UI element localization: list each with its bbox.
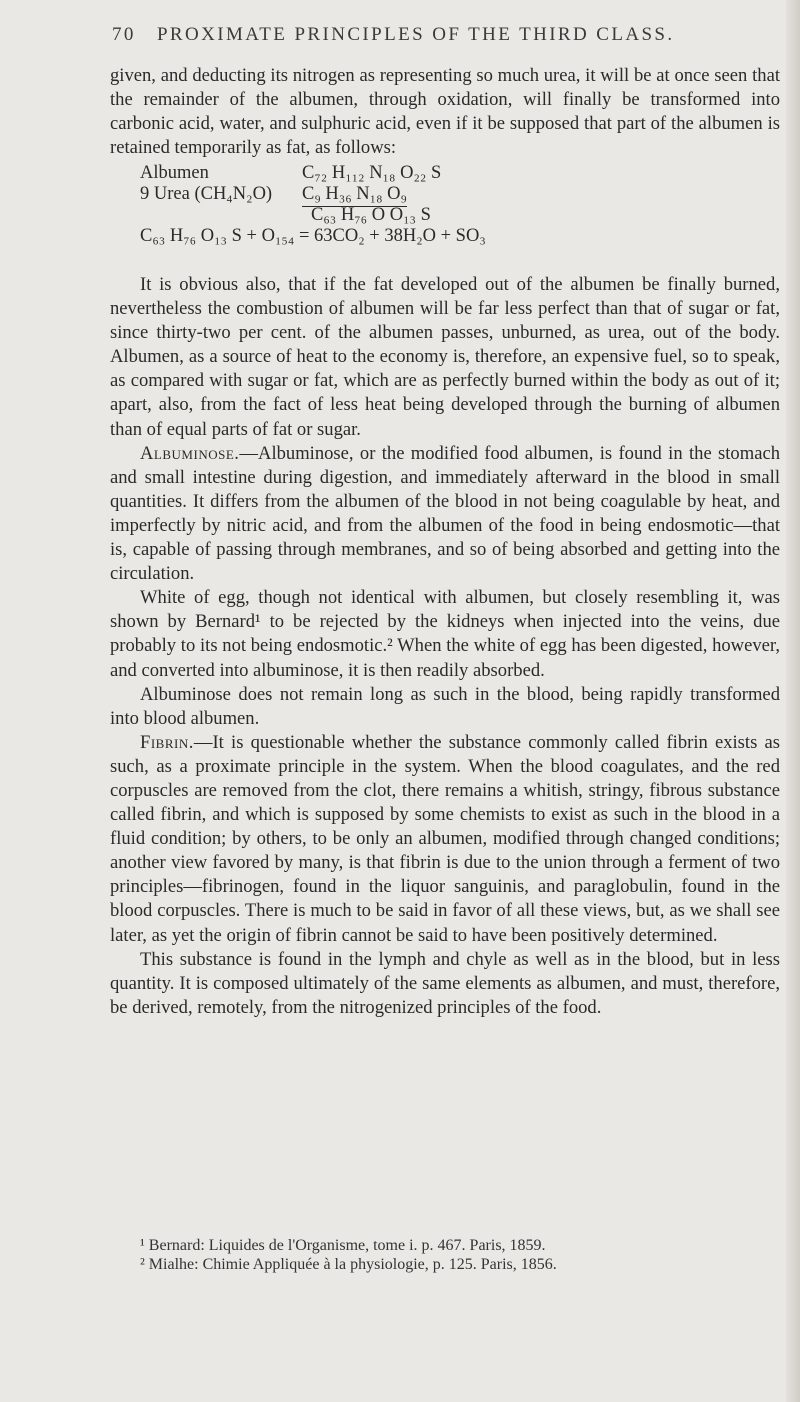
section-lead: Albuminose.	[140, 442, 240, 464]
paragraph	[110, 442, 780, 587]
paragraph	[110, 683, 780, 731]
page-edge-shadow	[786, 0, 800, 1402]
paragraph-text: —It is questionable whether the substance commonly called fibrin exists as such, as a proximate principle in the system. When the blood coagulates, and the red corpuscles are removed from the clot, there remains a whitish, stringy, fibrous substance called fibrin, and which is supposed by some chemists to exist as such in the blood in a fluid condition; by others, to be only an albumen, modified through changed conditions; another view favored by many, is that fibrin is due to the union through a ferment of two principles—fibrinogen, found in the liquor sanguinis, and paraglobulin, found in the blood corpuscles. There is much to be said in favor of all these views, but, as we shall see later, as yet the origin of fibrin cannot be said to have been positively determined.	[110, 731, 780, 946]
paragraph-text: White of egg, though not identical with albumen, but closely resembling it, was shown by Bernard¹ to be rejected by the kidneys when injected into the veins, due probably to its not being endosmotic.² When the white of egg has been digested, however, and converted into albuminose, it is then readily absorbed.	[110, 587, 780, 681]
equation-formula: C₆₃ H₇₆ O O₁₃ S	[311, 205, 431, 225]
paragraph-text: This substance is found in the lymph and chyle as well as in the blood, but in less quantity. It is composed ultimately of the same elements as albumen, and must, therefore, be derived, remotely, from the nitrogenized principles of the food.	[110, 948, 780, 1018]
equation-label: 9 Urea (CH₄N₂O)	[140, 184, 273, 204]
paragraph	[110, 948, 780, 1020]
running-title: PROXIMATE PRINCIPLES OF THE THIRD CLASS.	[156, 24, 675, 45]
paragraph	[110, 273, 780, 442]
paragraph	[110, 731, 780, 948]
footnote: ² Mialhe: Chimie Appliquée à la physiologie, p. 125. Paris, 1856.	[140, 1256, 557, 1273]
equation-formula: C₆₃ H₇₆ O₁₃ S + O₁₅₄ = 63CO₂ + 38H₂O + SO₃	[140, 226, 486, 246]
footnote: ¹ Bernard: Liquides de l'Organisme, tome i. p. 467. Paris, 1859.	[140, 1237, 546, 1254]
paragraph	[110, 586, 780, 682]
paragraph-text: Albuminose does not remain long as such in the blood, being rapidly transformed into blood albumen.	[110, 683, 780, 729]
footnotes	[140, 1236, 557, 1274]
intro-paragraph	[110, 64, 780, 160]
intro-text: given, and deducting its nitrogen as representing so much urea, it will be at once seen that the remainder of the albumen, through oxidation, will finally be transformed into carbonic acid, water, and sulphuric acid, even if it be supposed that part of the albumen is retained temporarily as fat, as follows:	[110, 65, 780, 159]
paragraph-text: —Albuminose, or the modified food albumen, is found in the stomach and small intestine during digestion, and immediately afterward in the blood in small quantities. It differs from the albumen of the blood in not being coagulable by heat, and imperfectly by nitric acid, and from the albumen of the food in being endosmotic—that is, capable of passing through membranes, and so of being absorbed and getting into the circulation.	[110, 442, 780, 585]
equation-formula: C₇₂ H₁₁₂ N₁₈ O₂₂ S	[302, 163, 442, 183]
running-header	[112, 24, 675, 46]
page-number: 70	[112, 24, 136, 45]
section-lead: Fibrin.	[140, 731, 194, 753]
equation-formula: C₉ H₃₆ N₁₈ O₉	[302, 184, 407, 207]
body-text	[110, 273, 780, 1020]
paragraph-text: It is obvious also, that if the fat developed out of the albumen be finally burned, nevertheless the combustion of albumen will be far less perfect than that of sugar or fat, since thirty-two per cent. of the albumen passes, unburned, as urea, out of the body. Albumen, as a source of heat to the economy is, therefore, an expensive fuel, so to speak, as compared with sugar or fat, which are as perfectly burned within the body as out of it; apart, also, from the fact of less heat being developed through the burning of albumen than of equal parts of fat or sugar.	[110, 274, 780, 440]
equation-label: Albumen	[140, 163, 209, 183]
